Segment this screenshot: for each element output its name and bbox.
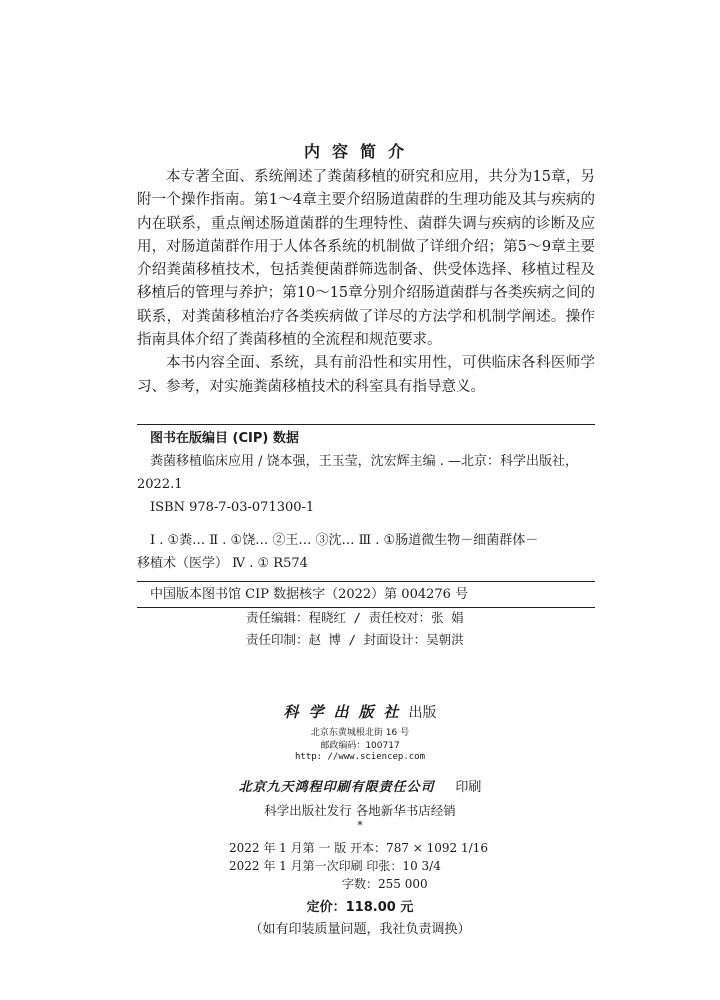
specs-block (229, 839, 529, 893)
publisher-website: http: //www.sciencep.com (294, 752, 426, 762)
cip-date-line: 2022.1 (137, 477, 183, 492)
printer-suffix: 印刷 (455, 780, 482, 795)
price: 定价：118.00 元 (306, 900, 414, 915)
publisher-postcode: 邮政编码：100717 (320, 741, 400, 751)
cip-heading: 图书在版编目 (CIP) 数据 (150, 431, 299, 446)
cip-class-line-1: Ⅰ . ①粪… Ⅱ . ①饶… ②王… ③沈… Ⅲ . ①肠道微生物－细菌群体－ (150, 533, 539, 548)
cip-block (137, 424, 595, 608)
specs-line-2: 2022 年 1 月第一次印刷 印张：10 3/4 (229, 859, 441, 873)
publisher-address: 北京东黄城根北街 16 号 (310, 728, 410, 738)
specs-line-3: 字数：255 000 (342, 877, 428, 891)
distribution-line: 科学出版社发行 各地新华书店经销 (264, 803, 456, 818)
cip-title-line: 粪菌移植临床应用 / 饶本强，王玉莹，沈宏辉主编 . —北京：科学出版社， (150, 454, 579, 469)
publisher-name (0, 701, 720, 722)
summary-paragraph-1: 本专著全面、系统阐述了粪菌移植的研究和应用，共分为15章，另附一个操作指南。第1～4章主要介绍肠道菌群的生理功能及其与疾病的内在联系，重点阐述肠道菌群的生理特性、菌群失调与疾病的诊断及应用，对肠道菌群作用于人体各系统的机制做了详细介绍；第5～9章主要介绍粪菌移植技术，包括粪便菌群筛选制备、供受体选择、移植过程及移植后的管理与养护；第10～15章分别介绍肠道菌群与各类疾病之间的联系，对粪菌移植治疗各类疾病做了详尽的方法学和机制学阐述。操作指南具体介绍了粪菌移植的全流程和规范要求。 (137, 169, 595, 349)
cip-verify-line: 中国版本图书馆 CIP 数据核字（2022）第 004276 号 (137, 581, 595, 607)
summary-title: 内容简介 (303, 142, 416, 161)
editors-line-2: 责任印制：赵 博 / 封面设计：吴朝洪 (246, 632, 464, 647)
publisher-suffix: 出版 (408, 705, 437, 721)
separator-star: * (357, 819, 363, 832)
printer-line (0, 776, 720, 795)
quality-note: （如有印装质量问题，我社负责调换） (249, 922, 471, 937)
cip-isbn: ISBN 978-7-03-071300-1 (150, 500, 315, 515)
editors-block (246, 607, 546, 651)
cip-class-line-2: 移植术（医学） Ⅳ . ① R574 (137, 556, 308, 571)
publisher-logotype: 科学出版社 (283, 703, 409, 721)
summary-body (137, 166, 595, 399)
summary-paragraph-2: 本书内容全面、系统，具有前沿性和实用性，可供临床各科医师学习、参考，对实施粪菌移植技术的科室具有指导意义。 (137, 355, 595, 395)
specs-line-1: 2022 年 1 月第 一 版 开本：787 × 1092 1/16 (229, 841, 488, 855)
editors-line-1: 责任编辑：程晓红 / 责任校对：张 娟 (246, 610, 464, 625)
printer-name: 北京九天鸿程印刷有限责任公司 (238, 780, 435, 795)
